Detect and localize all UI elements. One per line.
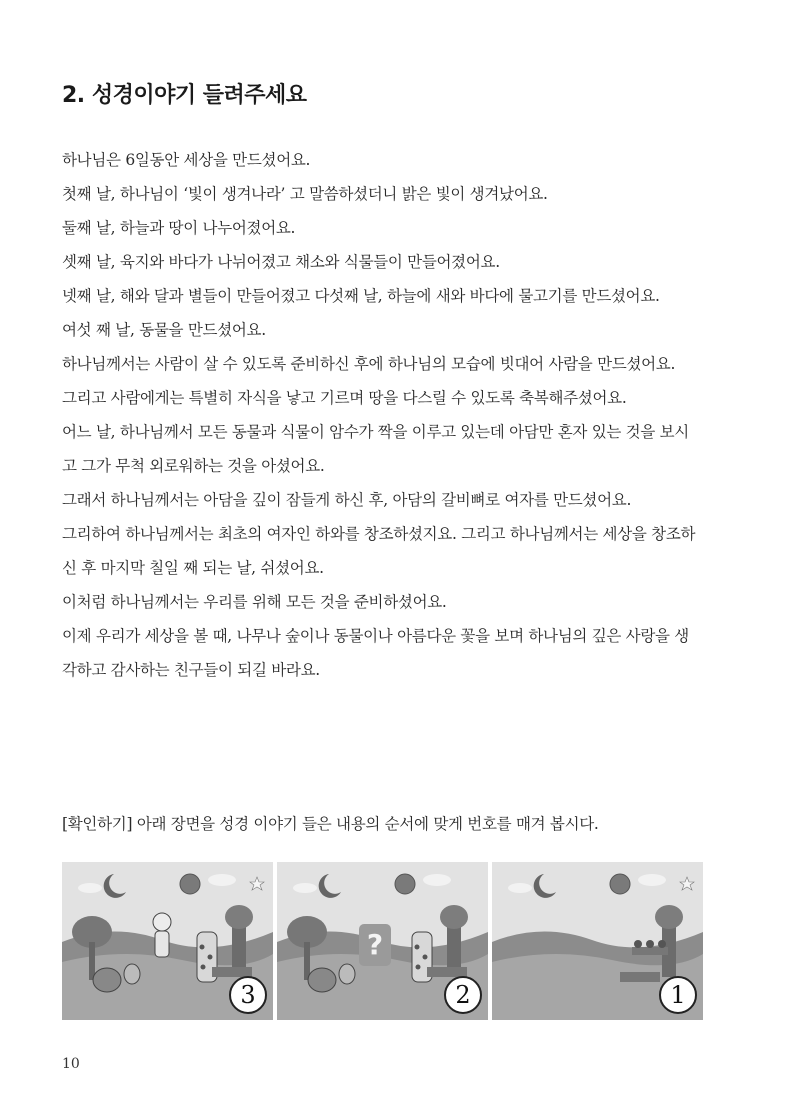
story-line: 그리하여 하나님께서는 최초의 여자인 하와를 창조하셨지요. 그리고 하나님께서는 세상을 창조하 (62, 525, 696, 543)
story-line: 그래서 하나님께서는 아담을 깊이 잠들게 하신 후, 아담의 갈비뼈로 여자를 만드셨어요. (62, 491, 632, 509)
page-number: 10 (62, 1056, 80, 1072)
scene-panel (277, 862, 488, 1020)
question-mark: ? (366, 928, 384, 961)
story-line: 이처럼 하나님께서는 우리를 위해 모든 것을 준비하셨어요. (62, 593, 447, 611)
story-line: 각하고 감사하는 친구들이 되길 바라요. (62, 661, 320, 679)
story-line: 둘째 날, 하늘과 땅이 나누어졌어요. (62, 219, 296, 237)
story-line: 그리고 사람에게는 특별히 자식을 낳고 기르며 땅을 다스릴 수 있도록 축복해주셨어요. (62, 389, 627, 407)
order-number-badge: 3 (229, 976, 267, 1014)
story-line: 이제 우리가 세상을 볼 때, 나무나 숲이나 동물이나 아름다운 꽃을 보며 하나님의 깊은 사랑을 생 (62, 627, 689, 645)
story-line: 첫째 날, 하나님이 ‘빛이 생겨나라’ 고 말씀하셨더니 밝은 빛이 생겨났어요. (62, 185, 548, 203)
story-line: 하나님께서는 사람이 살 수 있도록 준비하신 후에 하나님의 모습에 빗대어 사람을 만드셨어요. (62, 355, 676, 373)
story-line: 여섯 째 날, 동물을 만드셨어요. (62, 321, 266, 339)
story-paragraph (62, 143, 752, 687)
scene-panel (62, 862, 273, 1020)
story-line: 고 그가 무척 외로워하는 것을 아셨어요. (62, 457, 325, 475)
scene-strip (62, 862, 703, 1020)
instruction-text: [확인하기] 아래 장면을 성경 이야기 들은 내용의 순서에 맞게 번호를 매겨 봅시다. (62, 815, 599, 833)
scene-panel (492, 862, 703, 1020)
story-line: 어느 날, 하나님께서 모든 동물과 식물이 암수가 짝을 이루고 있는데 아담만 혼자 있는 것을 보시 (62, 423, 689, 441)
story-line: 넷째 날, 해와 달과 별들이 만들어졌고 다섯째 날, 하늘에 새와 바다에 물고기를 만드셨어요. (62, 287, 660, 305)
story-line: 하나님은 6일동안 세상을 만드셨어요. (62, 151, 311, 169)
story-line: 셋째 날, 육지와 바다가 나뉘어졌고 채소와 식물들이 만들어졌어요. (62, 253, 500, 271)
order-number-badge: 1 (659, 976, 697, 1014)
order-number-badge: 2 (444, 976, 482, 1014)
story-line: 신 후 마지막 칠일 째 되는 날, 쉬셨어요. (62, 559, 324, 577)
section-title: 2. 성경이야기 들려주세요 (62, 83, 307, 108)
